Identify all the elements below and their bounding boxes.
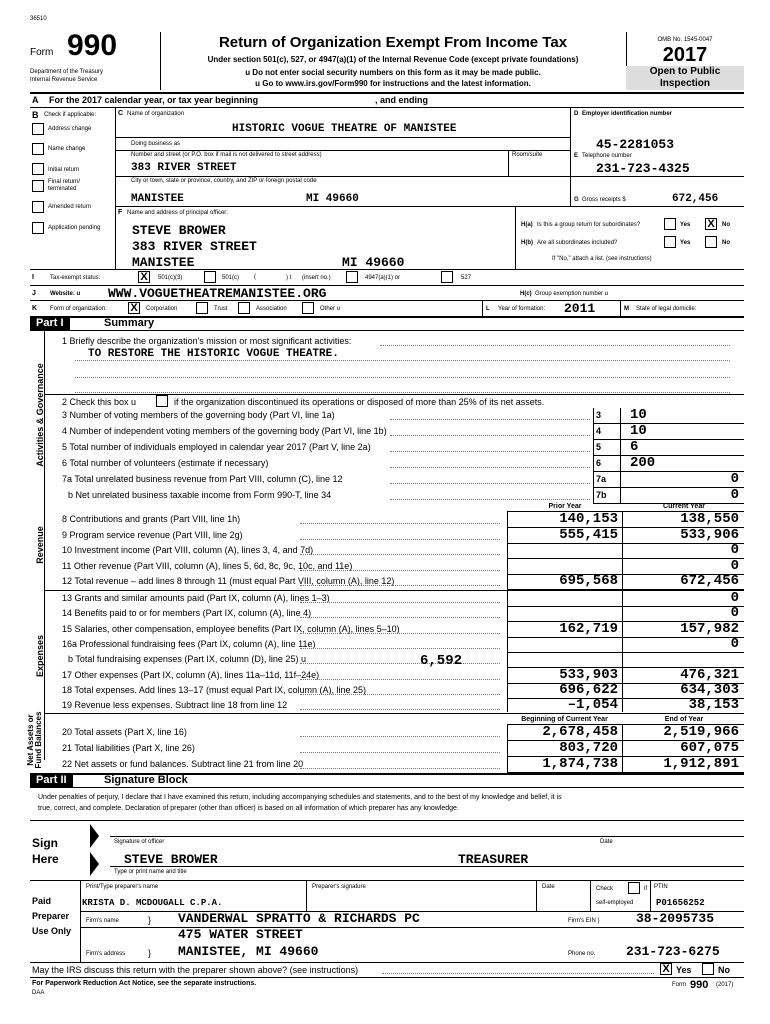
address-change-checkbox[interactable] [32, 123, 44, 135]
expense-current-value: 634,303 [680, 681, 739, 698]
footer-form-number: 990 [690, 979, 709, 991]
hb-text: Are all subordinates included? [537, 240, 618, 246]
trust-label: Trust [214, 306, 228, 312]
line-b-label: B [32, 110, 39, 120]
gov-line-text: 5 Total number of individuals employed in calendar year 2017 (Part V, line 2a) [62, 442, 371, 452]
line-d-label: D [574, 111, 579, 117]
527-checkbox[interactable] [441, 271, 453, 283]
net-assets-line-text: 22 Net assets or fund balances. Subtract line 21 from line 20 [62, 759, 304, 769]
fundraising-value: 6,592 [419, 653, 462, 669]
final-return-checkbox[interactable] [32, 180, 44, 192]
line1-text: 1 Briefly describe the organization's mission or most significant activities: [62, 336, 352, 346]
ha-no-checkbox[interactable]: X [705, 218, 717, 230]
paperwork-notice: For Paperwork Reduction Act Notice, see the separate instructions. [32, 980, 257, 987]
line-k-label: K [32, 305, 38, 312]
initial-return-label: Initial return [48, 167, 80, 173]
expense-current-value: 38,153 [688, 697, 739, 714]
527-label: 527 [461, 275, 472, 281]
association-checkbox[interactable] [238, 302, 250, 314]
gov-line-value: 200 [630, 455, 656, 471]
part1-tag: Part I [30, 317, 70, 330]
discuss-yes-label: Yes [676, 965, 692, 975]
prep-date-label: Date [542, 884, 555, 890]
org-state-zip: MI 49660 [306, 193, 359, 205]
tax-exempt-label: Tax-exempt status: [50, 275, 101, 281]
ptin-label: PTIN [654, 884, 668, 890]
instructions-notice: u Go to www.irs.gov/Form990 for instructions and the latest information. [255, 79, 531, 88]
application-pending-label: Application pending [48, 225, 101, 231]
revenue-prior-value: 555,415 [559, 526, 618, 543]
gross-receipts-value: 672,456 [672, 193, 719, 205]
org-name: HISTORIC VOGUE THEATRE OF MANISTEE [232, 123, 457, 135]
side-expenses: Expenses [35, 634, 45, 678]
revenue-current-value: 138,550 [680, 511, 739, 527]
ein-value: 45-2281053 [596, 137, 675, 152]
gov-line-text: 6 Total number of volunteers (estimate if necessary) [62, 458, 269, 468]
perjury-line1: Under penalties of perjury, I declare that I have examined this return, including accompanying schedules and statements, and to the best of my knowledge and belief, it is [38, 794, 562, 801]
revenue-line-text: 8 Contributions and grants (Part VIII, line 1h) [62, 514, 241, 524]
org-street: 383 RIVER STREET [131, 162, 237, 174]
current-year-heading: Current Year [663, 503, 705, 510]
line-a-text: For the 2017 calendar year, or tax year beginning [49, 95, 259, 105]
firm-phone-label: Phone no. [568, 951, 596, 957]
discuss-yes-checkbox[interactable]: X [660, 963, 672, 975]
other-label: Other u [320, 306, 341, 312]
other-checkbox[interactable] [302, 302, 314, 314]
address-change-label: Address change [48, 126, 92, 132]
daa-label: DAA [32, 990, 45, 996]
revenue-current-value: 672,456 [680, 573, 739, 589]
self-employed-checkbox[interactable] [628, 882, 640, 894]
website-label: Website: u [50, 291, 81, 297]
prep-name-label: Print/Type preparer's name [86, 884, 159, 890]
form-title: Return of Organization Exempt From Income Tax [218, 34, 568, 51]
prior-year-heading: Prior Year [548, 503, 582, 510]
paid-label: Paid [32, 896, 52, 906]
ha-yes-checkbox[interactable] [664, 218, 676, 230]
phone-value: 231-723-4325 [596, 161, 690, 176]
officer-street: 383 RIVER STREET [132, 239, 257, 254]
expense-line-text: 14 Benefits paid to or for members (Part IX, column (A), line 4) [62, 608, 312, 619]
insert-no-label: (insert no.) [302, 275, 331, 281]
revenue-line-text: 9 Program service revenue (Part VIII, line 2g) [62, 529, 243, 540]
expense-line-text: 18 Total expenses. Add lines 13–17 (must equal Part IX, column (A), line 25) [62, 684, 367, 695]
year-formation-label: Year of formation: [498, 306, 546, 312]
signer-name: STEVE BROWER [124, 852, 218, 867]
ha-yes-label: Yes [680, 222, 691, 228]
self-employed-label: self-employed [596, 900, 634, 906]
gov-line-value: 10 [630, 407, 647, 423]
if-label: if [644, 886, 647, 892]
gov-line-value: 0 [730, 471, 739, 487]
expense-current-value: 157,982 [680, 620, 739, 637]
check-label: Check [596, 886, 614, 892]
expense-line-text: 17 Other expenses (Part IX, column (A), lines 11a–11d, 11f–24e) [62, 669, 320, 680]
expense-current-value: 0 [730, 635, 739, 652]
association-label: Association [256, 306, 287, 312]
part1-title: Summary [104, 317, 155, 329]
line-g-label: G [574, 197, 579, 203]
line-j-label: J [32, 290, 36, 297]
sign-label: Sign [32, 836, 58, 850]
preparer-label: Preparer [32, 911, 70, 921]
hb-yes-label: Yes [680, 240, 691, 246]
footer-form-year: (2017) [716, 982, 734, 988]
expense-line-text: 16a Professional fundraising fees (Part IX, column (A), line 11e) [62, 638, 316, 649]
corporation-label: Corporation [146, 306, 178, 312]
revenue-current-value: 533,906 [680, 526, 739, 543]
dba-label: Doing business as [131, 141, 181, 147]
firm-address-label: Firm's address [86, 951, 126, 957]
net-assets-prior-value: 2,678,458 [542, 724, 618, 740]
net-assets-prior-value: 1,874,738 [542, 756, 618, 772]
here-label: Here [32, 852, 59, 866]
side-net-line1: Net Assets or [26, 714, 35, 766]
paren-close: ) t [286, 275, 292, 281]
side-revenue: Revenue [35, 526, 45, 564]
sign-arrow-icon [88, 822, 102, 878]
hb-no-label: No [722, 240, 730, 246]
line-l-label: L [486, 306, 490, 312]
officer-city: MANISTEE [132, 255, 195, 270]
expense-line-text: 19 Revenue less expenses. Subtract line 18 from line 12 [62, 700, 288, 711]
net-assets-prior-value: 803,720 [559, 740, 618, 756]
ha-text: Is this a group return for subordinates? [537, 222, 641, 228]
inspection: Inspection [659, 78, 710, 89]
street-label: Number and street (or P.O. box if mail is not delivered to street address) [131, 152, 322, 158]
signer-title: TREASURER [458, 852, 529, 867]
side-net-line2: Fund Balances [34, 711, 43, 769]
gov-line-number: 7a [596, 474, 607, 484]
part2-title: Signature Block [104, 774, 188, 786]
revenue-line-text: 11 Other revenue (Part VIII, column (A), lines 5, 6d, 8c, 9c, 10c, and 11e) [62, 560, 353, 571]
gov-line-number: 7b [596, 490, 607, 500]
website-value[interactable]: WWW.VOGUETHEATREMANISTEE.ORG [108, 286, 327, 301]
expense-line-text: 15 Salaries, other compensation, employee benefits (Part IX, column (A), lines 5–10) [62, 623, 400, 634]
hb-note: If "No," attach a list. (see instructions) [552, 256, 652, 262]
org-city: MANISTEE [131, 193, 184, 205]
revenue-current-value: 0 [730, 557, 739, 574]
line-f-label: F [118, 209, 123, 216]
type-name-label: Type or print name and title [114, 869, 187, 875]
amended-return-label: Amended return [48, 204, 92, 210]
form-word: Form [30, 47, 54, 58]
initial-return-checkbox[interactable] [32, 163, 44, 175]
irs-discuss-text: May the IRS discuss this return with the preparer shown above? (see instructions) [32, 965, 359, 975]
ssn-notice: u Do not enter social security numbers on this form as it may be made public. [245, 68, 541, 77]
officer-sig-label: Signature of officer [114, 839, 165, 845]
final-return-label: Final return/ [48, 179, 81, 185]
501c-label: 501(c) [222, 275, 240, 281]
firm-address-arrow: } [148, 948, 152, 958]
begin-year-heading: Beginning of Current Year [521, 716, 608, 723]
line-e-label: E [574, 153, 579, 159]
gov-line-text: 4 Number of independent voting members of the governing body (Part VI, line 1b) [62, 426, 387, 436]
city-label: City or town, state or province, country, and ZIP or foreign postal code [131, 178, 317, 184]
gov-line-text: 3 Number of voting members of the governing body (Part VI, line 1a) [62, 410, 335, 420]
side-net-assets [27, 710, 43, 770]
hb-label: H(b) [521, 240, 533, 246]
irs-label: Internal Revenue Service [30, 77, 98, 83]
discuss-no-checkbox[interactable] [702, 963, 714, 975]
ha-label: H(a) [521, 222, 533, 228]
terminated-label: terminated [48, 186, 77, 192]
hc-label: H(c) [520, 291, 532, 297]
mission-text: TO RESTORE THE HISTORIC VOGUE THEATRE. [88, 348, 339, 360]
501c3-checkbox[interactable]: X [138, 271, 150, 283]
prep-sig-label: Preparer's signature [312, 884, 366, 890]
expense-prior-value: –1,054 [567, 697, 618, 714]
officer-label: Name and address of principal officer: [127, 210, 228, 216]
firm-name: VANDERWAL SPRATTO & RICHARDS PC [178, 911, 420, 926]
revenue-prior-value: 140,153 [559, 511, 618, 527]
line-a-label: A [32, 95, 39, 105]
discontinued-checkbox[interactable] [156, 395, 168, 407]
expense-line-text: 13 Grants and similar amounts paid (Part IX, column (A), lines 1–3) [62, 593, 330, 603]
revenue-line-text: 12 Total revenue – add lines 8 through 11 (must equal Part VIII, column (A), line 12) [62, 576, 395, 586]
firm-name-label: Firm's name [86, 918, 119, 924]
phone-label: Telephone number [582, 153, 632, 159]
net-assets-current-value: 1,912,891 [663, 756, 739, 772]
amended-return-checkbox[interactable] [32, 201, 44, 213]
firm-phone: 231-723-6275 [626, 944, 720, 959]
firm-city: MANISTEE, MI 49660 [178, 944, 319, 959]
4947-label: 4947(a)(1) or [365, 275, 401, 281]
hb-yes-checkbox[interactable] [664, 236, 676, 248]
omb-number: OMB No. 1545-0047 [657, 37, 713, 43]
expense-current-value: 0 [730, 590, 739, 606]
line-a-ending: , and ending [375, 95, 428, 105]
line2-text: 2 Check this box u [62, 397, 137, 407]
net-assets-line-text: 20 Total assets (Part X, line 16) [62, 727, 187, 737]
trust-checkbox[interactable] [196, 302, 208, 314]
gov-line-value: 10 [630, 423, 647, 439]
gov-line-value: 0 [730, 487, 739, 503]
revenue-prior-value: 695,568 [559, 573, 618, 589]
year-formation-value: 2011 [564, 301, 596, 316]
net-assets-line-text: 21 Total liabilities (Part X, line 26) [62, 743, 195, 753]
name-change-label: Name change [48, 146, 86, 152]
hb-no-checkbox[interactable] [705, 236, 717, 248]
officer-state-zip: MI 49660 [342, 255, 405, 270]
firm-street: 475 WATER STREET [178, 927, 303, 942]
part2-tag: Part II [30, 774, 73, 787]
gov-line-text: 7a Total unrelated business revenue from Part VIII, column (C), line 12 [62, 474, 343, 484]
name-change-checkbox[interactable] [32, 143, 44, 155]
expense-current-value: 476,321 [680, 666, 739, 683]
line-b-text: Check if applicable: [44, 112, 97, 118]
gov-line-text: b Net unrelated business taxable income from Form 990-T, line 34 [68, 490, 332, 500]
application-pending-checkbox[interactable] [32, 222, 44, 234]
501c-checkbox[interactable] [204, 271, 216, 283]
gov-line-value: 6 [630, 439, 639, 455]
expense-prior-value: 533,903 [559, 666, 618, 683]
line-c-label: C [118, 110, 124, 117]
ein-label: Employer identification number [582, 111, 673, 117]
end-year-heading: End of Year [664, 716, 704, 723]
firm-name-arrow: } [148, 915, 152, 925]
expense-line-text: b Total fundraising expenses (Part IX, column (D), line 25) u [68, 654, 306, 665]
revenue-line-text: 10 Investment income (Part VIII, column (A), lines 3, 4, and 7d) [62, 545, 314, 555]
gov-line-number: 4 [596, 426, 602, 436]
ptin-value: P01656252 [656, 898, 705, 908]
org-name-label: Name of organization [127, 111, 185, 117]
discuss-no-label: No [718, 965, 730, 975]
firm-ein: 38-2095735 [636, 911, 715, 926]
top-code: 36510 [30, 16, 47, 22]
line2-text-b: if the organization discontinued its operations or disposed of more than 25% of its net assets. [174, 397, 545, 407]
line-m-label: M [624, 306, 629, 312]
revenue-current-value: 0 [730, 542, 739, 558]
tax-year: 2017 [662, 44, 708, 66]
officer-name: STEVE BROWER [132, 223, 226, 238]
paren-open: ( [254, 274, 256, 280]
sig-date-label: Date [600, 839, 613, 845]
501c3-label: 501(c)(3) [158, 275, 183, 281]
form-of-org-label: Form of organization: [50, 306, 107, 312]
hc-text: Group exemption number u [535, 291, 609, 297]
gov-line-number: 5 [596, 442, 602, 452]
gov-line-number: 6 [596, 458, 602, 468]
side-activities-governance: Activities & Governance [35, 363, 45, 467]
net-assets-current-value: 607,075 [680, 740, 739, 756]
room-label: Room/suite [512, 152, 543, 158]
expense-prior-value: 696,622 [559, 681, 618, 698]
dept-treasury: Department of the Treasury [30, 69, 104, 75]
line-i-label: I [32, 274, 34, 281]
expense-prior-value: 162,719 [559, 620, 618, 637]
gov-line-number: 3 [596, 410, 602, 420]
expense-current-value: 0 [730, 605, 739, 622]
corporation-checkbox[interactable]: X [128, 302, 140, 314]
firm-ein-label: Firm's EIN } [568, 918, 600, 924]
perjury-line2: true, correct, and complete. Declaration of preparer (other than officer) is based on all information of which preparer has any knowledge. [38, 805, 459, 812]
form-number: 990 [67, 29, 118, 62]
4947-checkbox[interactable] [346, 271, 358, 283]
footer-form-word: Form [672, 982, 686, 988]
form-subtitle: Under section 501(c), 527, or 4947(a)(1) of the Internal Revenue Code (except private foundations) [207, 55, 579, 64]
ha-no-label: No [722, 222, 730, 228]
net-assets-current-value: 2,519,966 [663, 724, 739, 740]
use-only-label: Use Only [32, 926, 72, 936]
open-to-public: Open to Public [649, 66, 721, 77]
preparer-name: KRISTA D. MCDOUGALL C.P.A. [82, 898, 223, 908]
gross-receipts-label: Gross receipts $ [582, 197, 626, 203]
legal-domicile-label: State of legal domicile: [636, 306, 697, 312]
